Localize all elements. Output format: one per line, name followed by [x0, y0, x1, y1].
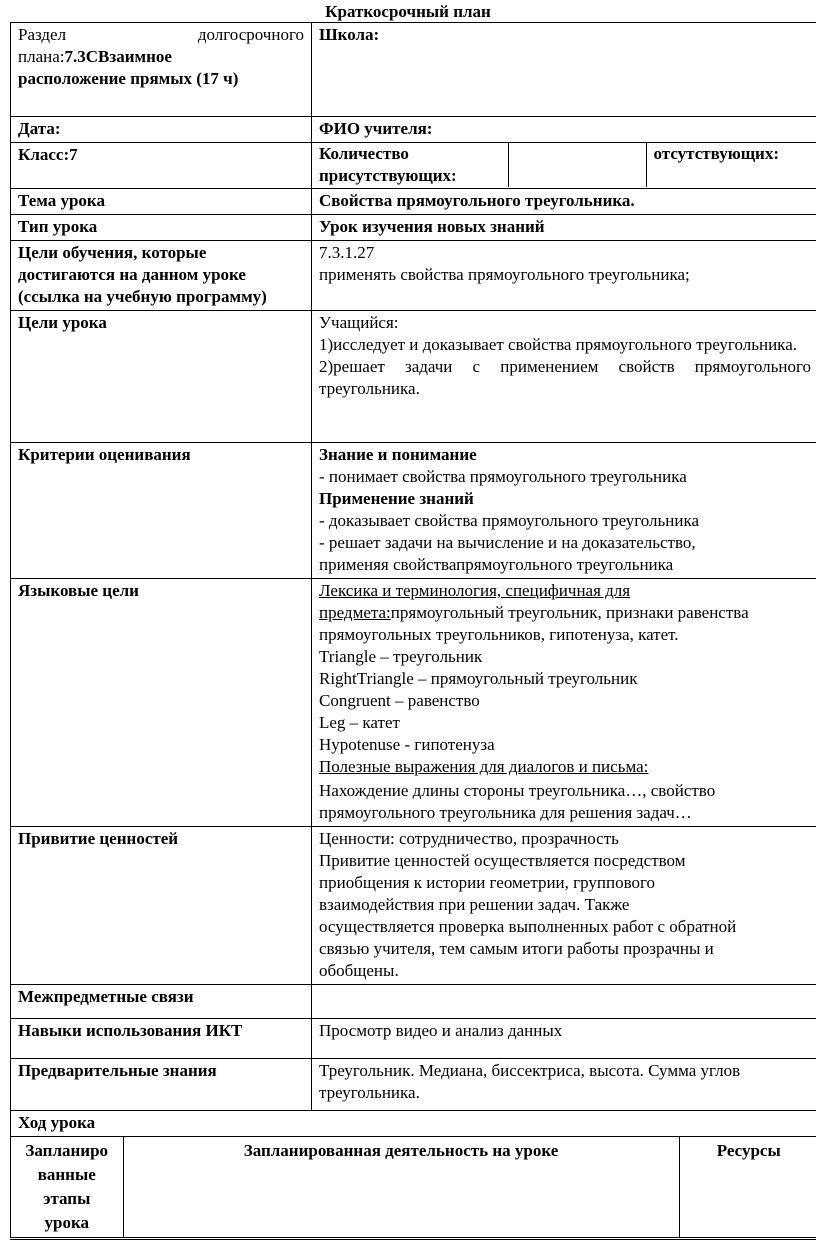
topic-value: Свойства прямоугольного треугольника.	[319, 191, 635, 210]
present-value-cell	[508, 143, 646, 187]
lesson-goals-value: Учащийся: 1)исследует и доказывает свойства прямоугольного треугольника. 2)решает задачи с применением свойств прямоугольного треугольника.	[312, 311, 816, 443]
course-cell	[11, 1111, 816, 1137]
type-row	[11, 215, 816, 241]
course-row	[11, 1111, 816, 1137]
criteria-label: Критерии оценивания	[18, 445, 191, 464]
language-label-cell	[11, 579, 312, 827]
interdisciplinary-value	[312, 985, 816, 1019]
values-label-cell	[11, 827, 312, 985]
criteria-label-cell	[11, 443, 312, 579]
section-row	[11, 23, 816, 117]
date-cell	[11, 117, 312, 143]
interdisciplinary-label: Межпредметные связи	[18, 987, 194, 1006]
ict-value-cell	[312, 1019, 816, 1059]
lesson-goals-row	[11, 311, 816, 443]
interdisciplinary-row	[11, 985, 816, 1019]
page-title: Краткосрочный план	[325, 2, 491, 21]
teacher-cell	[312, 117, 816, 143]
section-label-plan: плана:	[18, 47, 65, 66]
prior-value: Треугольник. Медиана, биссектриса, высота. Сумма углов треугольника.	[312, 1059, 816, 1111]
section-value-2: расположение прямых (17 ч)	[18, 69, 239, 88]
lesson-goals-label: Цели урока	[18, 313, 107, 332]
language-label: Языковые цели	[18, 581, 139, 600]
language-row	[11, 579, 816, 827]
learning-goals-value: 7.3.1.27 применять свойства прямоугольного треугольника;	[312, 241, 816, 311]
criteria-value: Знание и понимание - понимает свойства прямоугольного треугольника Применение знаний - доказывает свойства прямоугольного треугольника - решает задачи на вычисление и на доказательство, применяя свойствапрямоугольного треугольника	[312, 443, 816, 579]
values-row	[11, 827, 816, 985]
ict-value: Просмотр видео и анализ данных	[319, 1021, 563, 1040]
interdisciplinary-label-cell	[11, 985, 312, 1019]
class-row	[11, 143, 816, 189]
prior-label: Предварительные знания	[18, 1061, 217, 1080]
class-value: 7	[69, 145, 78, 164]
prior-row	[11, 1059, 816, 1111]
ict-label: Навыки использования ИКТ	[18, 1021, 243, 1040]
section-cell	[11, 23, 312, 117]
section-label-start: Раздел	[18, 25, 67, 44]
topic-row	[11, 189, 816, 215]
topic-value-cell	[312, 189, 816, 215]
teacher-label: ФИО учителя:	[319, 119, 433, 138]
class-cell	[11, 143, 312, 189]
activity-header: Запланированная деятельность на уроке	[123, 1137, 679, 1237]
course-label: Ход урока	[18, 1113, 96, 1132]
type-label-cell	[11, 215, 312, 241]
lesson-goal-2: 2)решает задачи с применением свойств прямоугольного треугольника.	[319, 357, 811, 398]
columns-row	[11, 1137, 816, 1239]
topic-label-cell	[11, 189, 312, 215]
date-row	[11, 117, 816, 143]
date-label: Дата:	[18, 119, 61, 138]
class-label: Класс:	[18, 145, 70, 164]
values-label: Привитие ценностей	[18, 829, 179, 848]
columns-cell	[11, 1137, 816, 1239]
resources-header: Ресурсы	[679, 1137, 816, 1237]
values-value: Ценности: сотрудничество, прозрачность Привитие ценностей осуществляется посредством приобщения к истории геометрии, группового взаимодействия при решении задач. Также осуществляется проверка выполненных работ с обратной связью учителя, тем самым итоги работы прозрачны и обобщены.	[312, 827, 816, 985]
topic-label: Тема урока	[18, 191, 105, 210]
type-value: Урок изучения новых знаний	[319, 217, 545, 236]
ict-row	[11, 1019, 816, 1059]
learning-goals-label: Цели обучения, которые достигаются на данном уроке (ссылка на учебную программу)	[11, 241, 312, 311]
learning-goals-row	[11, 241, 816, 311]
language-value: Лексика и терминология, специфичная для предмета:прямоугольный треугольник, признаки равенства прямоугольных треугольников, гипотенуза, катет. Triangle – треугольник RightTriangle – прямоугольный треугольник Congruent – равенство Leg – катет Hypotenuse - гипотенуза Полезные выражения для диалогов и письма: Нахождение длины стороны треугольника…, свойство прямоугольного треугольника для решения задач…	[312, 579, 816, 827]
lesson-plan-table	[10, 22, 816, 1240]
prior-label-cell	[11, 1059, 312, 1111]
ict-label-cell	[11, 1019, 312, 1059]
lesson-goal-1: 1)исследует и доказывает свойства прямоугольного треугольника.	[319, 335, 797, 354]
type-value-cell	[312, 215, 816, 241]
section-value-1: 7.3СВзаимное	[64, 47, 172, 66]
school-cell	[312, 23, 816, 117]
lesson-goals-label-cell	[11, 311, 312, 443]
section-label-end: долгосрочного	[197, 25, 304, 44]
type-label: Тип урока	[18, 217, 98, 236]
attendance-cell	[312, 143, 816, 189]
absent-label: отсутствующих:	[646, 143, 816, 187]
criteria-row	[11, 443, 816, 579]
present-label: Количество присутствующих:	[319, 144, 457, 185]
stages-header: Запланиро ванные этапы урока	[11, 1137, 123, 1237]
school-label: Школа:	[319, 25, 380, 44]
